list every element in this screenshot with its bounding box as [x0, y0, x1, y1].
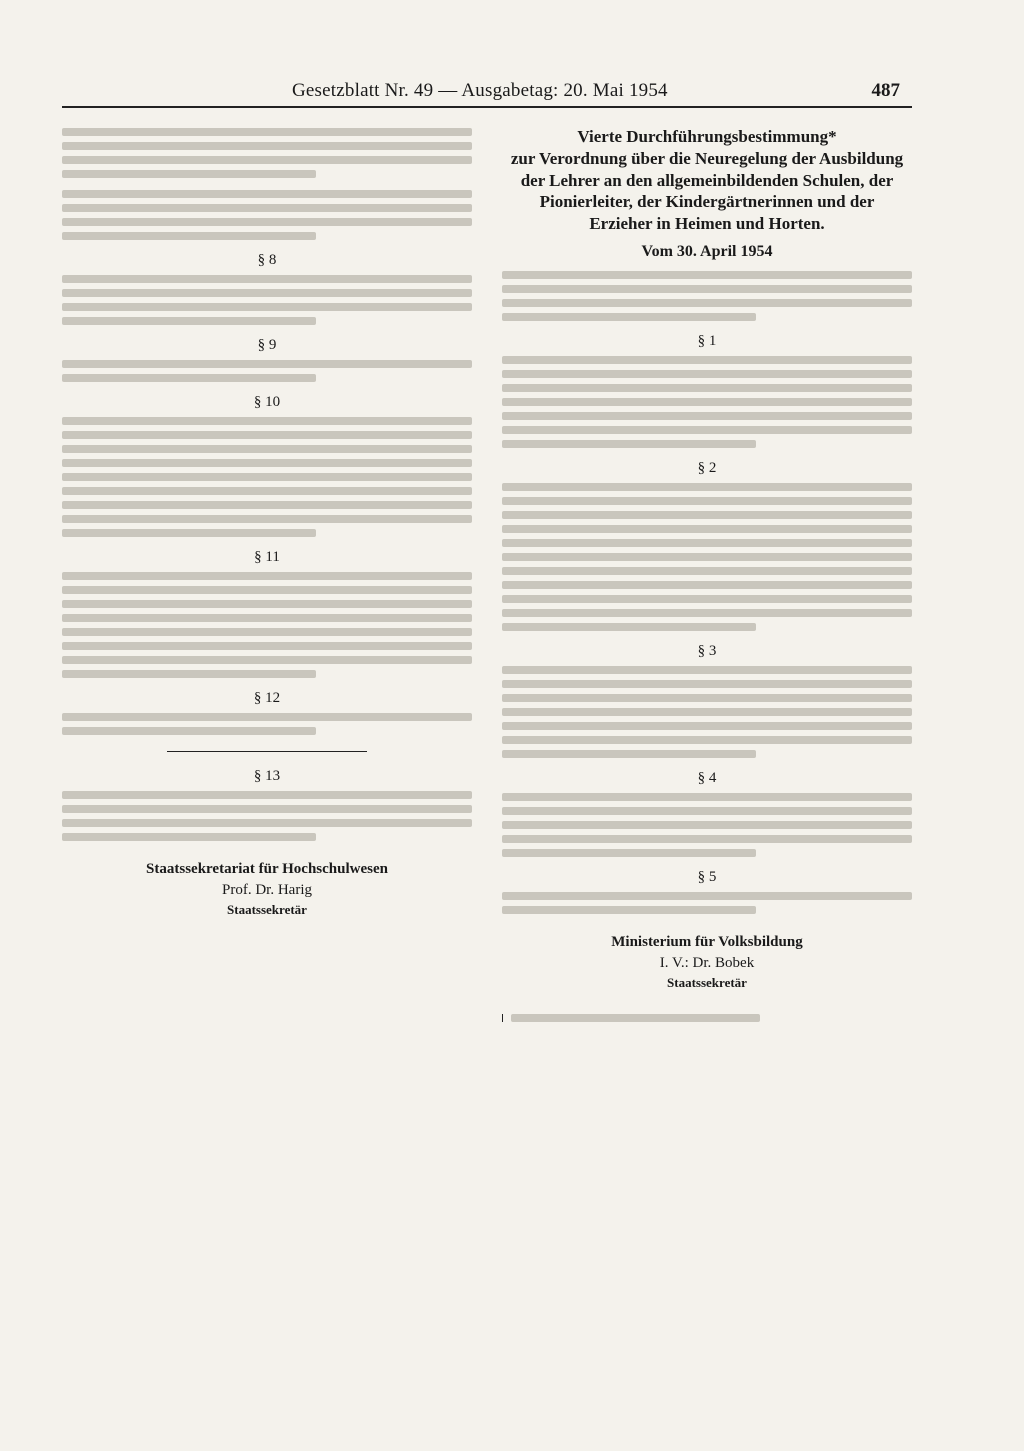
- gazette-page: [62, 80, 912, 1028]
- title-line: Vierte Durchführungsbestimmung*: [577, 127, 837, 146]
- paragraph-placeholder: [62, 417, 472, 537]
- section-mark: § 1: [697, 332, 717, 349]
- section-mark: § 11: [254, 549, 280, 565]
- signature-name: Prof. Dr. Harig: [222, 882, 312, 898]
- signature-org: Staatssekretariat für Hochschulwesen: [146, 861, 388, 877]
- footnote: [502, 1014, 912, 1022]
- section-mark: § 5: [697, 868, 717, 885]
- left-column: [62, 122, 472, 1028]
- paragraph-placeholder: [502, 793, 912, 857]
- signature-title: Staatssekretär: [227, 902, 307, 917]
- paragraph-placeholder: [62, 360, 472, 382]
- ordinance-title: [508, 126, 906, 235]
- title-line: zur Verordnung über die Neuregelung der Ausbildung der Lehrer an den allgemeinbildenden Schulen, der Pionierleiter, der Kindergärtnerinnen und der Erzieher in Heimen und Horten.: [510, 148, 904, 233]
- paragraph-placeholder: [502, 356, 912, 448]
- signature-org: Ministerium für Volksbildung: [611, 933, 803, 950]
- section-divider: [167, 751, 367, 752]
- ordinance-date: Vom 30. April 1954: [641, 242, 773, 260]
- paragraph-placeholder: [62, 791, 472, 841]
- paragraph-placeholder: [502, 271, 912, 321]
- section-mark: § 9: [257, 337, 277, 353]
- paragraph-placeholder: [502, 483, 912, 631]
- paragraph-placeholder: [502, 892, 912, 914]
- gazette-title: Gesetzblatt Nr. 49 — Ausgabetag: 20. Mai 1954: [292, 80, 668, 101]
- paragraph-placeholder: [62, 572, 472, 678]
- signature-title: Staatssekretär: [667, 974, 747, 990]
- right-column: [502, 122, 912, 1028]
- page-number: 487: [871, 80, 900, 101]
- paragraph-placeholder: [62, 190, 472, 240]
- section-mark: § 3: [697, 642, 717, 659]
- signature-block: [62, 859, 472, 919]
- section-mark: § 8: [257, 252, 277, 268]
- section-mark: § 2: [697, 459, 717, 476]
- section-mark: § 12: [253, 690, 281, 706]
- two-column-body: [62, 122, 912, 1028]
- section-mark: § 4: [697, 769, 717, 786]
- signature-block: [502, 932, 912, 992]
- paragraph-placeholder: [62, 275, 472, 325]
- signature-name: I. V.: Dr. Bobek: [659, 954, 755, 971]
- paragraph-placeholder: [62, 713, 472, 735]
- paragraph-placeholder: [502, 666, 912, 758]
- section-mark: § 13: [253, 768, 281, 784]
- running-header: [62, 80, 912, 108]
- section-mark: § 10: [253, 394, 281, 410]
- paragraph-placeholder: [62, 128, 472, 178]
